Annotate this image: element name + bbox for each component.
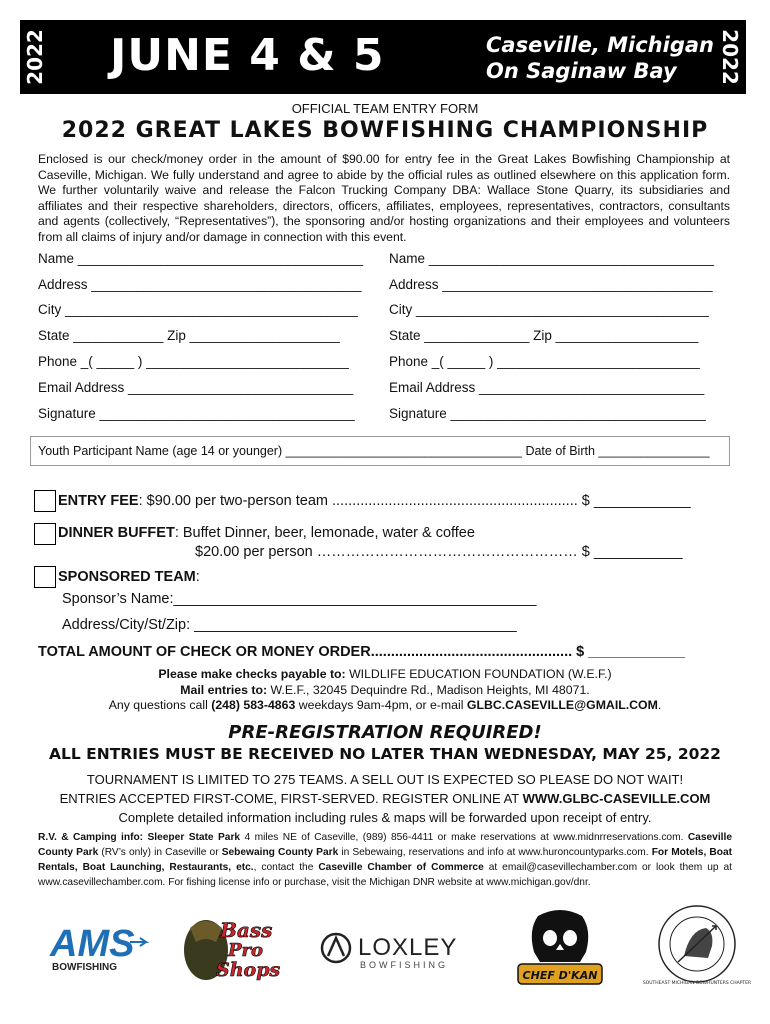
intro-paragraph: Enclosed is our check/money order in the amount of $90.00 for entry fee in the Great Lakes Bowfishing Championship at Caseville, Michigan. We fully understand and agree to abide by the official rules as outlined elsewhere on this application form. We further voluntarily waive and release the Falcon Trucking Company DBA: Wallace Stone Quarry, its subsidiaries and affiliates and their respective shareholders, directors, officers, affiliates, employees, representatives, contractors, consultants and agents (collectively, “Representatives”), the sponsoring and/or hosting organizations and their employees and volunteers from all claims of injury and/or damage in connection with this event. — [38, 152, 730, 244]
ams-logo-text: AMS — [50, 923, 135, 965]
camping-a: R.V. & Camping info: Sleeper State Park — [38, 832, 241, 843]
left-phone-field[interactable]: Phone _( _____ ) ___________________________ — [38, 354, 349, 369]
location-line-2: On Saginaw Bay — [486, 59, 677, 83]
right-address-field[interactable]: Address ____________________________________ — [389, 277, 713, 292]
sponsored-team-line — [58, 569, 200, 585]
form-label: OFFICIAL TEAM ENTRY FORM — [291, 101, 479, 116]
questions-phone: (248) 583-4863 — [211, 698, 296, 712]
register-url[interactable]: WWW.GLBC-CASEVILLE.COM — [522, 791, 711, 806]
questions-mid: weekdays 9am-4pm, or e-mail — [295, 698, 467, 712]
sponsored-team-checkbox[interactable] — [34, 566, 56, 588]
right-state-zip-field[interactable]: State ______________ Zip ___________________ — [389, 328, 699, 343]
loxley-logo-text: LOXLEY — [358, 934, 458, 961]
dinner-buffet-price: $20.00 per person ……………………………………………… $ ___________ — [195, 544, 683, 560]
camping-e: Sebewaing County Park — [221, 847, 339, 858]
mail-line — [0, 683, 770, 697]
left-email-field[interactable]: Email Address ______________________________ — [38, 380, 354, 395]
year-left — [22, 22, 48, 92]
camping-d: (RV’s only) in Caseville or — [98, 847, 222, 858]
questions-line — [0, 698, 770, 712]
right-signature-field[interactable]: Signature __________________________________ — [389, 406, 706, 421]
dinner-buffet-line — [58, 525, 475, 541]
basspro-word-2: Pro — [228, 940, 264, 961]
entry-fee-line — [58, 493, 691, 509]
basspro-word-3: Shops — [216, 959, 281, 981]
left-name-field[interactable]: Name ______________________________________ — [38, 251, 364, 266]
camping-b: 4 miles NE of Caseville, (989) 856-4411 or make reservations at www.midnrreservations.com. — [240, 832, 688, 843]
payable-line — [0, 667, 770, 681]
accepted-pre: ENTRIES ACCEPTED FIRST-COME, FIRST-SERVED. REGISTER ONLINE AT — [59, 791, 523, 806]
sponsored-team-colon: : — [195, 569, 200, 585]
limit-notice: TOURNAMENT IS LIMITED TO 275 TEAMS. A SELL OUT IS EXPECTED SO PLEASE DO NOT WAIT! — [86, 772, 684, 787]
left-address-field[interactable]: Address ____________________________________ — [38, 277, 362, 292]
loxley-logo-sub: BOWFISHING — [360, 960, 448, 970]
event-location — [486, 32, 714, 84]
dinner-buffet-checkbox[interactable] — [34, 523, 56, 545]
youth-participant-field[interactable]: Youth Participant Name (age 14 or younger) __________________________________ Date of Birth ________________ — [38, 444, 710, 458]
preregistration-heading: PRE-REGISTRATION REQUIRED! — [228, 722, 542, 743]
right-name-field[interactable]: Name ______________________________________ — [389, 251, 715, 266]
camping-c: Caseville County Park — [38, 832, 733, 858]
location-line-1: Caseville, Michigan — [486, 33, 714, 57]
right-email-field[interactable]: Email Address ______________________________ — [389, 380, 705, 395]
entry-fee-label: ENTRY FEE — [58, 493, 139, 509]
camping-h: , contact the — [253, 862, 319, 873]
camping-f: in Sebewaing, reservations and info at www.huroncountyparks.com. — [338, 847, 652, 858]
year-right-text: 2022 — [718, 29, 743, 85]
event-date: JUNE 4 & 5 — [110, 30, 385, 81]
entry-fee-text: : $90.00 per two-person team ............................................................. $ ____________ — [138, 493, 691, 509]
camping-j: at email@casevillechamber.com or look them up at www.casevillechamber.com. For fishing license info or purchase, visit the Michigan DNR website at www.michigan.gov/dnr. — [38, 862, 732, 888]
payable-label: Please make checks payable to: — [158, 667, 346, 681]
ams-bowfishing-logo — [48, 910, 148, 980]
questions-pre: Any questions call — [108, 698, 212, 712]
camping-i: Caseville Chamber of Commerce — [318, 862, 484, 873]
right-phone-field[interactable]: Phone _( _____ ) ___________________________ — [389, 354, 700, 369]
sponsor-name-field[interactable]: Sponsor’s Name:_____________________________________________ — [62, 591, 537, 607]
basspro-word-1: Bass — [220, 918, 273, 942]
dinner-buffet-label: DINNER BUFFET — [58, 525, 175, 541]
details-notice: Complete detailed information including rules & maps will be forwarded upon receipt of entry. — [118, 810, 652, 825]
year-left-text: 2022 — [23, 29, 48, 85]
bowhunters-chapter-logo — [642, 896, 752, 992]
questions-email[interactable]: GLBC.CASEVILLE@GMAIL.COM — [466, 698, 658, 712]
left-state-zip-field[interactable]: State ____________ Zip ____________________ — [38, 328, 340, 343]
deadline-heading: ALL ENTRIES MUST BE RECEIVED NO LATER THAN WEDNESDAY, MAY 25, 2022 — [49, 745, 721, 763]
mail-label: Mail entries to: — [180, 683, 268, 697]
total-amount-line[interactable]: TOTAL AMOUNT OF CHECK OR MONEY ORDER.................................................. $ ____________ — [38, 644, 686, 660]
camping-info — [38, 830, 732, 890]
entry-fee-checkbox[interactable] — [34, 490, 56, 512]
sponsored-team-label: SPONSORED TEAM — [58, 569, 196, 585]
camping-g: For Motels, Boat Rentals, Boat Launching, Restaurants, etc. — [38, 847, 733, 873]
skull-sponsor-logo — [510, 908, 610, 990]
bowhunters-logo-text: SOUTHEAST MICHIGAN BOWHUNTERS CHAPTER — [642, 981, 752, 986]
questions-post: . — [657, 698, 662, 712]
dinner-buffet-text: : Buffet Dinner, beer, lemonade, water & coffee — [174, 525, 475, 541]
ams-logo-sub: BOWFISHING — [52, 962, 117, 973]
left-signature-field[interactable]: Signature __________________________________ — [38, 406, 355, 421]
skull-logo-text: CHEF D'KAN — [522, 969, 598, 982]
accepted-notice — [0, 791, 770, 806]
right-city-field[interactable]: City _______________________________________ — [389, 302, 709, 317]
page-title: 2022 GREAT LAKES BOWFISHING CHAMPIONSHIP — [61, 118, 709, 143]
bass-pro-shops-logo — [176, 912, 284, 986]
left-city-field[interactable]: City _______________________________________ — [38, 302, 358, 317]
year-right — [716, 22, 744, 92]
loxley-bowfishing-logo — [320, 928, 470, 972]
sponsor-address-field[interactable]: Address/City/St/Zip: ________________________________________ — [62, 617, 517, 633]
mail-value: W.E.F., 32045 Dequindre Rd., Madison Heights, MI 48071. — [267, 683, 590, 697]
payable-value: WILDLIFE EDUCATION FOUNDATION (W.E.F.) — [345, 667, 612, 681]
